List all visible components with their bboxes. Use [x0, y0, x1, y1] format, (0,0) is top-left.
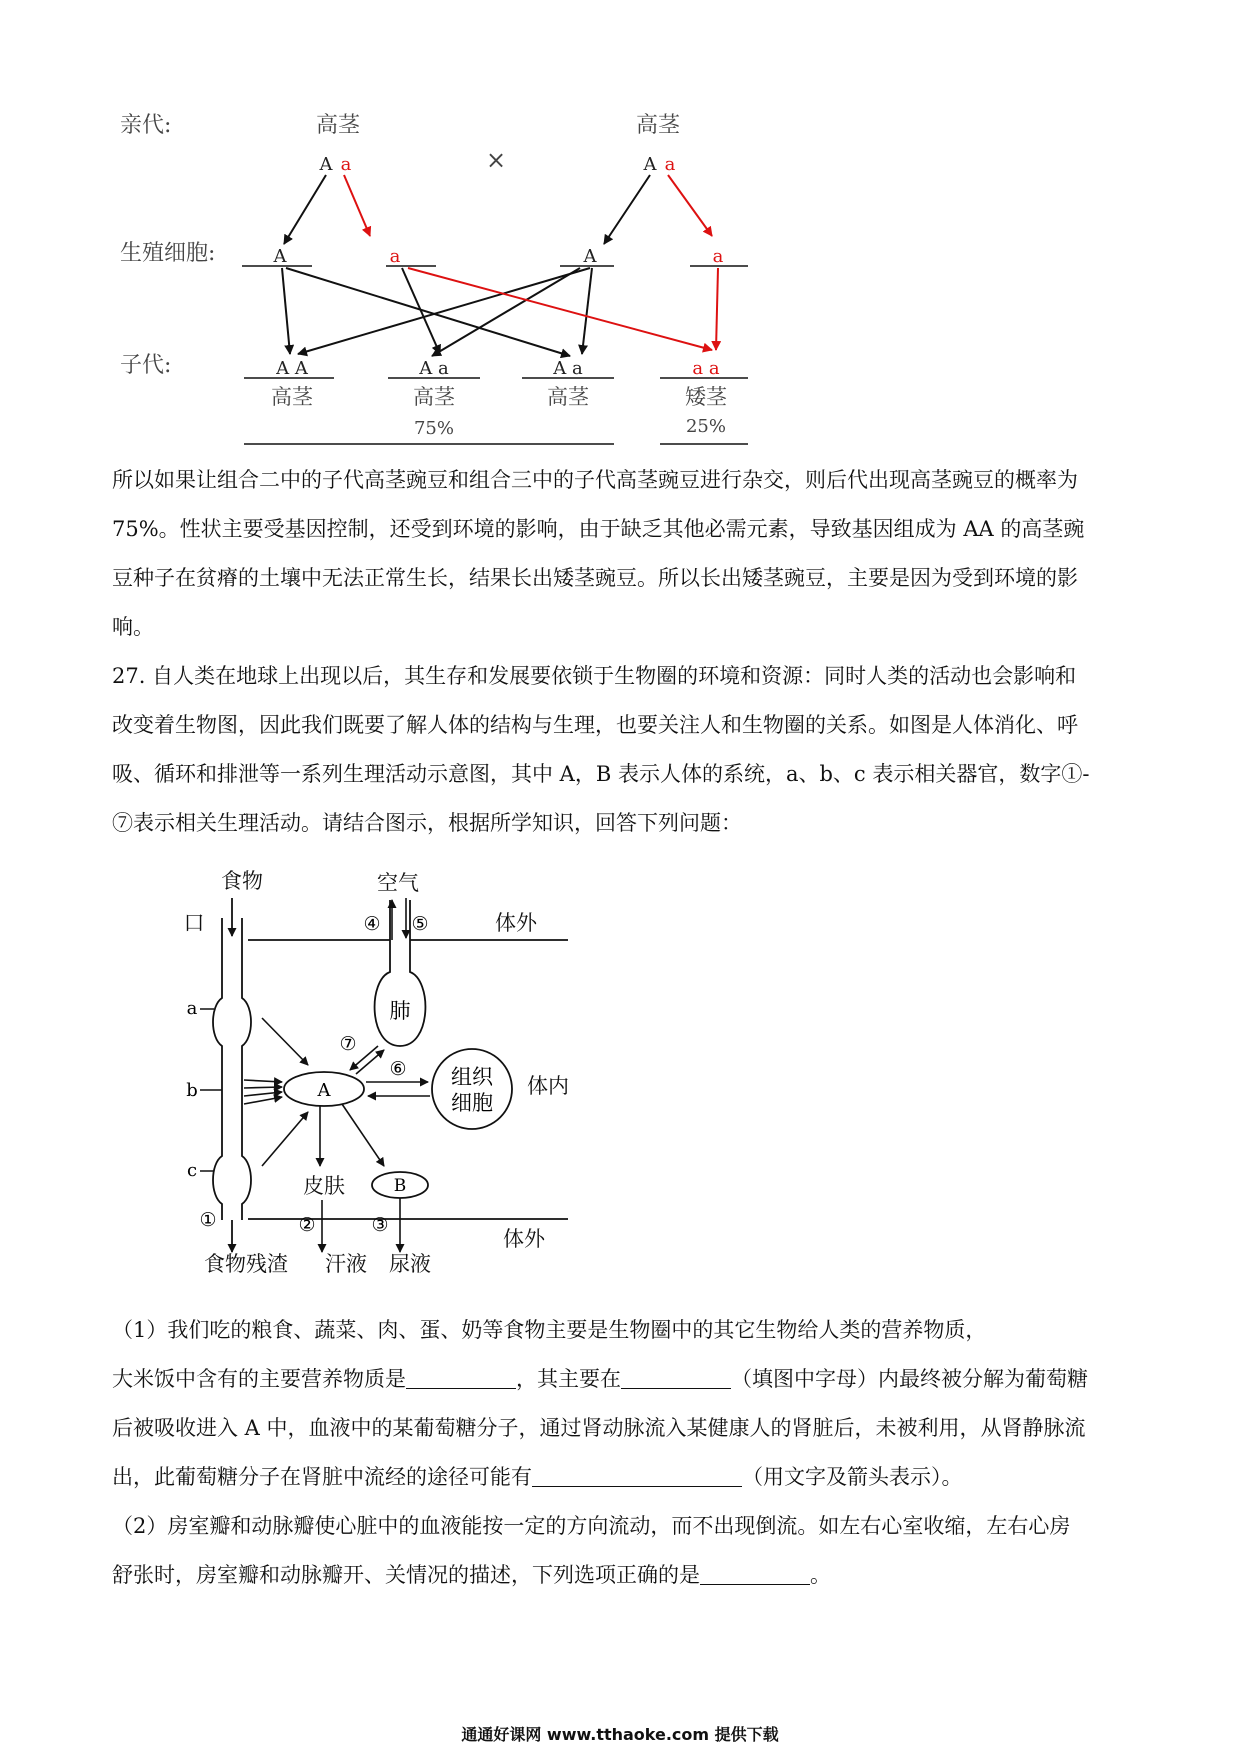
- q27-line-3: 吸、循环和排泄等一系列生理活动示意图，其中 A，B 表示人体的系统，a、b、c 表示相关器官，数字①-: [112, 762, 1090, 786]
- tissue-cells-circle: [432, 1049, 512, 1129]
- parent1-allele-a: a: [340, 154, 352, 175]
- mouth-label: 口: [183, 911, 205, 935]
- arrow-a1-to-Aa1: [402, 268, 440, 354]
- q27-line-1: 27. 自人类在地球上出现以后，其生存和发展要依锁于生物圈的环境和资源：同时人类的活动也会影响和: [112, 664, 1077, 688]
- skin-label: 皮肤: [303, 1174, 345, 1198]
- arrow-parent2-to-A: [604, 175, 650, 244]
- genetics-explanation: [112, 456, 1132, 652]
- outside-label-bottom: 体外: [503, 1227, 545, 1251]
- parent1-trait: 高茎: [315, 113, 361, 138]
- system-B-label: B: [393, 1176, 407, 1196]
- q1-line-2-c: （填图中字母）内最终被分解为葡萄糖: [731, 1367, 1088, 1391]
- air-label: 空气: [377, 871, 419, 895]
- short-percentage: 25%: [685, 416, 727, 437]
- q1-line-4-b: （用文字及箭头表示）。: [742, 1465, 963, 1489]
- answer-blank-valve-option[interactable]: [700, 1563, 810, 1585]
- absorb-from-b-1: [244, 1080, 282, 1082]
- lung-label: 肺: [389, 999, 411, 1023]
- organ-a-label: a: [186, 998, 198, 1019]
- q1-line-4-a: 出，此葡萄糖分子在肾脏中流经的途径可能有: [112, 1465, 532, 1489]
- q1-line-4: [112, 1453, 1132, 1502]
- system-A-label: A: [317, 1080, 331, 1101]
- para1-line-1: 所以如果让组合二中的子代高茎豌豆和组合三中的子代高茎豌豆进行杂交，则后代出现高茎豌豆的概率为: [112, 468, 1078, 492]
- para1-line-4: 响。: [112, 615, 154, 639]
- absorb-from-b-4: [244, 1097, 282, 1104]
- urine-label: 尿液: [389, 1252, 431, 1276]
- tall-percentage: 75%: [413, 418, 455, 439]
- q27-line-4: ⑦表示相关生理活动。请结合图示，根据所学知识，回答下列问题：: [112, 811, 742, 835]
- outside-label-top: 体外: [495, 911, 537, 935]
- offspring-geno-2: A a: [419, 358, 449, 379]
- arrow-parent1-to-A: [284, 175, 326, 244]
- offspring-trait-1: 高茎: [271, 385, 313, 409]
- organ-b-label: b: [186, 1080, 198, 1101]
- process-4: ④: [363, 913, 381, 935]
- digestive-tract: [213, 918, 251, 1220]
- tissue-cells-line2: 细胞: [451, 1091, 493, 1115]
- offspring-geno-3: A a: [553, 358, 583, 379]
- arrow-A2-to-Aa2: [582, 268, 592, 354]
- q27-line-2: 改变着生物图，因此我们既要了解人体的结构与生理，也要关注人和生物圈的关系。如图是人体消化、呼: [112, 713, 1078, 737]
- gamete-label: 生殖细胞:: [120, 241, 216, 266]
- gamete-a1: a: [389, 246, 401, 267]
- process-7: ⑦: [339, 1033, 357, 1055]
- q1-line-2-a: 大米饭中含有的主要营养物质是: [112, 1367, 406, 1391]
- parent2-trait: 高茎: [635, 113, 681, 138]
- q2-line-2: [112, 1551, 1132, 1600]
- arrow-a2-to-aa: [716, 268, 718, 350]
- arrow-parent2-to-a: [668, 175, 712, 236]
- tissue-cells-line1: 组织: [451, 1065, 493, 1089]
- gamete-A1: A: [273, 246, 287, 267]
- cross-symbol: ×: [485, 146, 507, 174]
- para1-line-3: 豆种子在贫瘠的土壤中无法正常生长，结果长出矮茎豌豆。所以长出矮茎豌豆，主要是因为受到环境的影: [112, 566, 1078, 590]
- process-1: ①: [199, 1209, 217, 1231]
- q2-line-2-b: 。: [810, 1563, 831, 1587]
- q1-line-2-b: ，其主要在: [516, 1367, 621, 1391]
- q2-line-2-a: 舒张时，房室瓣和动脉瓣开、关情况的描述，下列选项正确的是: [112, 1563, 700, 1587]
- offspring-trait-4: 矮茎: [685, 385, 727, 409]
- offspring-trait-3: 高茎: [547, 385, 589, 409]
- offspring-geno-1: A A: [276, 358, 308, 379]
- absorb-from-a: [262, 1018, 308, 1065]
- q1-line-3: 后被吸收进入 A 中，血液中的某葡萄糖分子，通过肾动脉流入某健康人的肾脏后，未被利用，从肾静脉流: [112, 1416, 1086, 1440]
- gamete-a2: a: [712, 246, 724, 267]
- arrow-parent1-to-a: [344, 175, 370, 236]
- genetics-diagram: [0, 0, 1240, 460]
- arrow-A1-to-Aa2: [286, 268, 570, 356]
- answer-blank-nutrient[interactable]: [406, 1367, 516, 1389]
- arrow-A2-to-AA: [298, 268, 590, 354]
- process-3: ③: [371, 1214, 389, 1236]
- q1-line-2: [112, 1355, 1132, 1404]
- inside-label: 体内: [527, 1074, 569, 1098]
- parent2-allele-a: a: [664, 154, 676, 175]
- offspring-label: 子代:: [120, 353, 172, 378]
- process-5: ⑤: [411, 913, 429, 935]
- parent-generation-label: 亲代:: [120, 113, 172, 138]
- q1-line-1: （1）我们吃的粮食、蔬菜、肉、蛋、奶等食物主要是生物圈中的其它生物给人类的营养物质，: [112, 1318, 987, 1342]
- process-2: ②: [298, 1214, 316, 1236]
- subquestion-1: [112, 1306, 1132, 1502]
- arrow-A1-to-AA: [282, 268, 290, 354]
- parent2-allele-A: A: [643, 154, 657, 175]
- process-6: ⑥: [389, 1058, 407, 1080]
- offspring-geno-4: a a: [692, 358, 720, 379]
- food-residue-label: 食物残渣: [204, 1252, 288, 1276]
- absorb-from-c: [262, 1112, 308, 1166]
- absorb-from-b-2: [244, 1087, 282, 1088]
- parent1-allele-A: A: [319, 154, 333, 175]
- q2-line-1: （2）房室瓣和动脉瓣使心脏中的血液能按一定的方向流动，而不出现倒流。如左右心室收缩，左右心房: [112, 1514, 1071, 1538]
- subquestion-2: [112, 1502, 1132, 1600]
- gamete-A2: A: [583, 246, 597, 267]
- answer-blank-glucose-path[interactable]: [532, 1465, 742, 1487]
- sweat-label: 汗液: [325, 1252, 367, 1276]
- food-label: 食物: [221, 869, 263, 893]
- page-footer: 通通好课网 www.tthaoke.com 提供下载: [461, 1725, 779, 1744]
- organ-c-label: c: [186, 1160, 198, 1181]
- offspring-trait-2: 高茎: [413, 385, 455, 409]
- physiology-diagram: [0, 860, 620, 1280]
- para1-line-2: 75%。性状主要受基因控制，还受到环境的影响，由于缺乏其他必需元素，导致基因组成为 AA 的高茎豌: [112, 517, 1085, 541]
- answer-blank-organ-letter[interactable]: [621, 1367, 731, 1389]
- question-27-stem: [112, 652, 1132, 848]
- A-to-B-arrow: [342, 1104, 384, 1166]
- absorb-from-b-3: [244, 1092, 282, 1096]
